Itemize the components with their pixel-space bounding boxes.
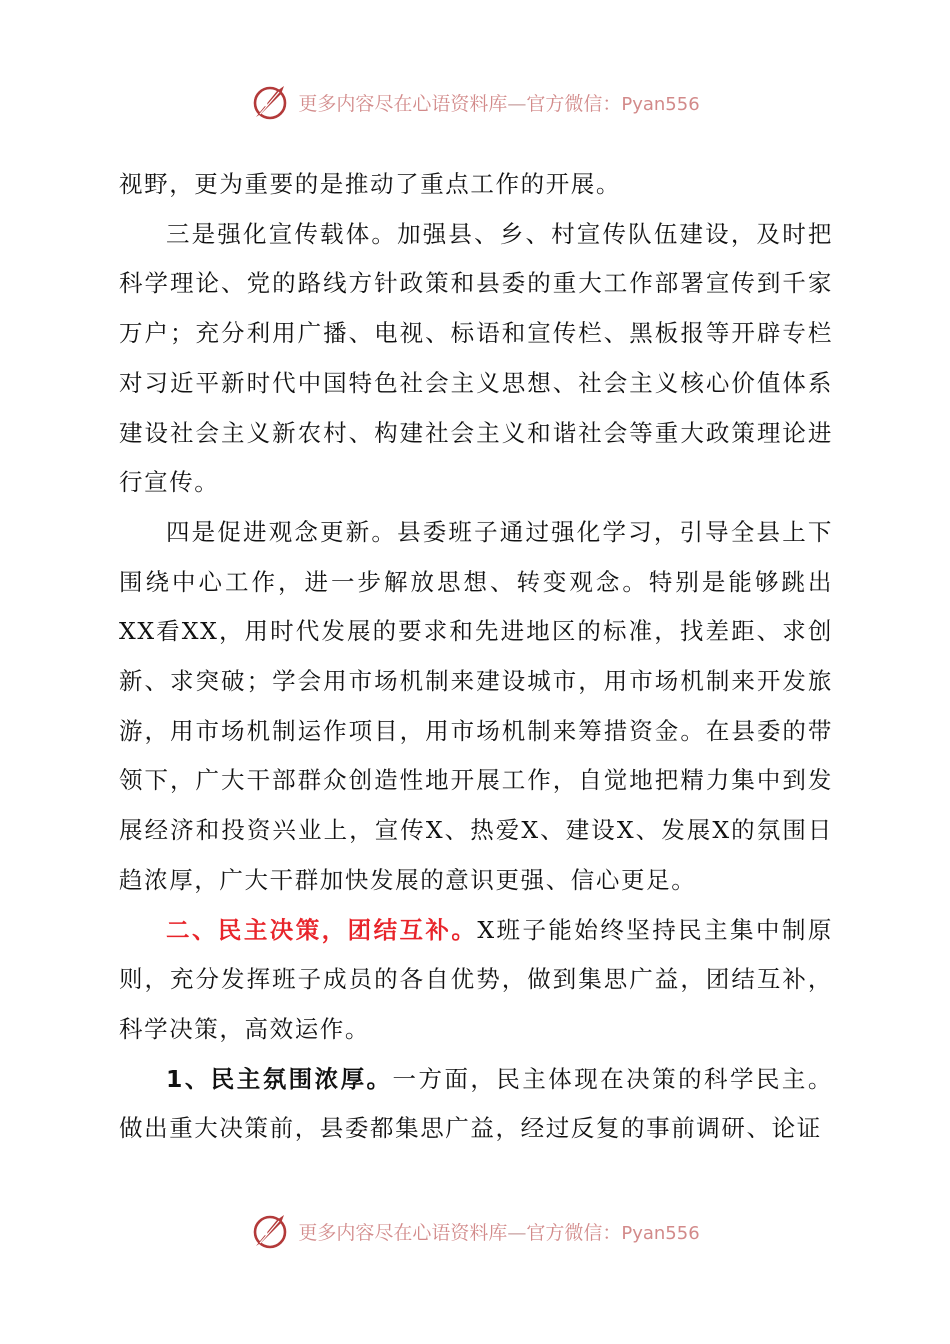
quill-logo-icon	[250, 1211, 290, 1251]
watermark-wechat-label: 官方微信：	[526, 1221, 622, 1244]
watermark-dash: —	[507, 1221, 527, 1244]
watermark-slogan: 更多内容尽在心语资料库	[298, 1221, 508, 1244]
section-heading-democratic-decision: 二、民主决策，团结互补。	[166, 915, 478, 944]
watermark-wechat-id: Pyan556	[621, 1222, 700, 1244]
watermark-dash: —	[507, 92, 527, 115]
paragraph-2: 三是强化宣传载体。加强县、乡、村宣传队伍建设，及时把科学理论、党的路线方针政策和县委的重大工作部署宣传到千家万户；充分利用广播、电视、标语和宣传栏、黑板报等开辟专栏对习近平新时代中国特色社会主义思想、社会主义核心价值体系建设社会主义新农村、构建社会主义和谐社会等重大政策理论进行宣传。	[119, 219, 833, 497]
paragraph-3: 四是促进观念更新。县委班子通过强化学习，引导全县上下围绕中心工作，进一步解放思想、转变观念。特别是能够跳出XX看XX，用时代发展的要求和先进地区的标准，找差距、求创新、求突破；学会用市场机制来建设城市，用市场机制来开发旅游，用市场机制运作项目，用市场机制来筹措资金。在县委的带领下，广大干部群众创造性地开展工作，自觉地把精力集中到发展经济和投资兴业上，宣传X、热爱X、建设X、发展X的氛围日趋浓厚，广大干群加快发展的意识更强、信心更足。	[119, 517, 833, 894]
watermark-wechat-label: 官方微信：	[526, 92, 622, 115]
document-body	[119, 160, 833, 1154]
paragraph-4	[119, 906, 833, 1055]
paragraph-5	[119, 1055, 833, 1154]
paragraph-4-text: X班子能始终坚持民主集中制原则，充分发挥班子成员的各自优势，做到集思广益，团结互补，科学决策，高效运作。	[119, 915, 833, 1043]
paragraph-5-text: 一方面，民主体现在决策的科学民主。做出重大决策前，县委都集思广益，经过反复的事前调研、论证	[119, 1064, 833, 1143]
watermark-text	[298, 1218, 699, 1245]
footer-watermark	[0, 1209, 950, 1253]
watermark-wechat-id: Pyan556	[621, 93, 700, 115]
quill-logo-icon	[250, 82, 290, 122]
watermark-text	[298, 89, 699, 116]
paragraph-1: 视野，更为重要的是推动了重点工作的开展。	[119, 170, 621, 198]
watermark-slogan: 更多内容尽在心语资料库	[298, 92, 508, 115]
header-watermark	[0, 80, 950, 124]
subheading-democratic-atmosphere: 1、民主氛围浓厚。	[166, 1064, 393, 1093]
